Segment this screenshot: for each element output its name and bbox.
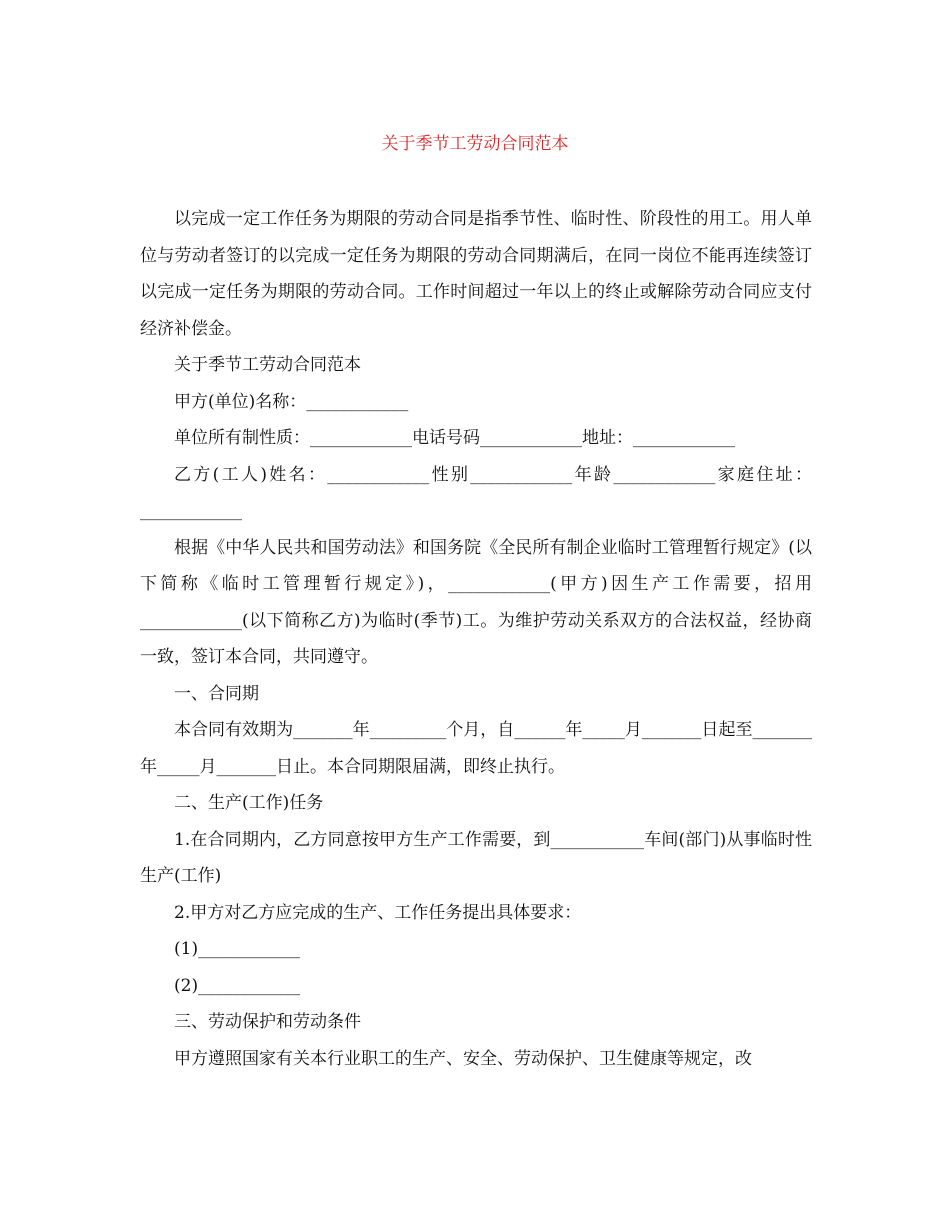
paragraph-preamble: 根据《中华人民共和国劳动法》和国务院《全民所有制企业临时工管理暂行规定》(以下简称《临时工管理暂行规定》)，____________(甲方)因生产工作需要，招用____________(以下简称乙方)为临时(季节)工。为维护劳动关系双方的合法权益，经协商一致，签订本合同，共同遵守。 (140, 537, 812, 667)
paragraph-term: 本合同有效期为_______年_________个月，自______年_____月_______日起至_______年_____月_______日止。本合同期限届满，即终止执行。 (140, 720, 812, 777)
paragraph-protection: 甲方遵照国家有关本行业职工的生产、安全、劳动保护、卫生健康等规定，改 (174, 1048, 752, 1069)
field-party-a-name: 甲方(单位)名称：____________ (174, 391, 409, 412)
field-party-b-info: 乙方(工人)姓名：____________性别____________年龄____________家庭住址：____________ (140, 464, 812, 521)
document-body (140, 201, 812, 1077)
paragraph-task-2: 2.甲方对乙方应完成的生产、工作任务提出具体要求： (174, 902, 582, 923)
field-ownership-phone-address: 单位所有制性质：____________电话号码____________地址：____________ (174, 428, 735, 448)
document-title: 关于季节工劳动合同范本 (381, 134, 569, 154)
section-heading-term: 一、合同期 (174, 683, 259, 704)
field-task-item-1: (1)____________ (174, 939, 301, 959)
paragraph-intro: 以完成一定工作任务为期限的劳动合同是指季节性、临时性、阶段性的用工。用人单位与劳动者签订的以完成一定任务为期限的劳动合同期满后，在同一岗位不能再连续签订以完成一定任务为期限的劳动合同。工作时间超过一年以上的终止或解除劳动合同应支付经济补偿金。 (140, 209, 812, 339)
section-heading-protection: 三、劳动保护和劳动条件 (174, 1012, 361, 1032)
field-task-item-2: (2)____________ (174, 975, 301, 996)
paragraph-subtitle: 关于季节工劳动合同范本 (174, 355, 361, 375)
section-heading-tasks: 二、生产(工作)任务 (174, 793, 324, 813)
paragraph-task-1: 1.在合同期内，乙方同意按甲方生产工作需要，到___________车间(部门)从事临时性生产(工作) (140, 829, 812, 886)
